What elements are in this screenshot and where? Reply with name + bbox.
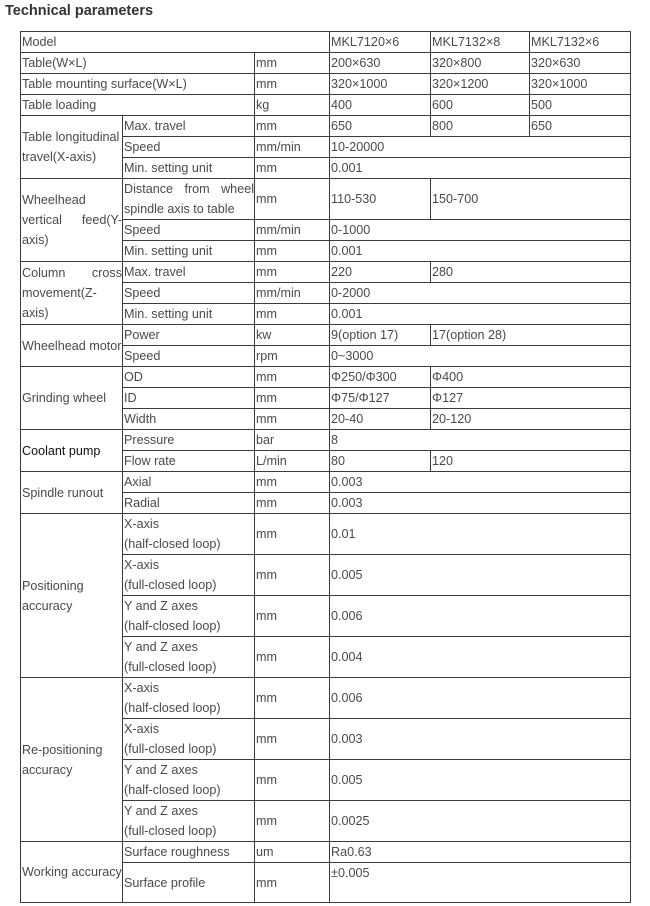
param-label: Min. setting unit (123, 241, 255, 262)
header-model: Model (21, 32, 330, 53)
value-cell: 320×1000 (330, 74, 431, 95)
value-cell: ±0.005 (330, 863, 631, 903)
unit-cell: mm (255, 179, 330, 220)
table-row (21, 325, 631, 346)
value-cell: 0.001 (330, 158, 631, 179)
group-label-repositioning-accuracy: Re-positioning accuracy (21, 678, 123, 842)
value-cell: Φ75/Φ127 (330, 388, 431, 409)
unit-cell: bar (255, 430, 330, 451)
row-label: Table(W×L) (21, 53, 255, 74)
unit-cell: mm (255, 863, 330, 903)
table-row (21, 842, 631, 863)
unit-cell: mm (255, 678, 330, 719)
value-cell: 500 (530, 95, 631, 116)
group-label-spindle-runout: Spindle runout (21, 472, 123, 514)
param-label-line1: X-axis (124, 558, 159, 572)
value-cell: 20-120 (431, 409, 631, 430)
param-label (123, 678, 255, 719)
value-cell: 600 (431, 95, 530, 116)
value-cell: 650 (530, 116, 631, 137)
unit-cell: mm (255, 596, 330, 637)
value-cell: 0.005 (330, 555, 631, 596)
table-row (21, 472, 631, 493)
param-label-line2: (half-closed loop) (124, 701, 221, 715)
group-label-z-axis: Column cross movement(Z-axis) (21, 262, 123, 325)
unit-cell: mm (255, 74, 330, 95)
param-label (123, 596, 255, 637)
table-row (21, 95, 631, 116)
value-cell: 20-40 (330, 409, 431, 430)
param-label (123, 637, 255, 678)
param-label: Min. setting unit (123, 304, 255, 325)
value-cell: Ra0.63 (330, 842, 631, 863)
param-label-line2: (full-closed loop) (124, 660, 217, 674)
table-row (21, 367, 631, 388)
param-label-line1: X-axis (124, 722, 159, 736)
value-cell: 0.006 (330, 596, 631, 637)
param-label: Flow rate (123, 451, 255, 472)
param-label: OD (123, 367, 255, 388)
unit-cell: mm (255, 637, 330, 678)
value-cell: 320×800 (431, 53, 530, 74)
group-label-working-accuracy: Working accuracy (21, 842, 123, 903)
value-cell: 280 (431, 262, 631, 283)
page-title: Technical parameters (5, 3, 154, 19)
param-label: Min. setting unit (123, 158, 255, 179)
param-label: Speed (123, 283, 255, 304)
unit-cell: mm (255, 262, 330, 283)
value-cell: 320×630 (530, 53, 631, 74)
value-cell: 110-530 (330, 179, 431, 220)
param-label: Max. travel (123, 262, 255, 283)
unit-cell: mm (255, 367, 330, 388)
unit-cell: mm/min (255, 283, 330, 304)
value-cell: 17(option 28) (431, 325, 631, 346)
group-label-positioning-accuracy: Positioning accuracy (21, 514, 123, 678)
value-cell: Φ250/Φ300 (330, 367, 431, 388)
unit-cell: mm (255, 409, 330, 430)
value-cell: Φ127 (431, 388, 631, 409)
value-cell: 0.01 (330, 514, 631, 555)
unit-cell: mm (255, 53, 330, 74)
value-cell: Φ400 (431, 367, 631, 388)
value-cell: 0.003 (330, 719, 631, 760)
param-label (123, 555, 255, 596)
row-label: Table loading (21, 95, 255, 116)
value-cell: 0.003 (330, 493, 631, 514)
unit-cell: mm/min (255, 137, 330, 158)
param-label-line2: (full-closed loop) (124, 824, 217, 838)
value-cell: 8 (330, 430, 631, 451)
param-label-line2: (full-closed loop) (124, 578, 217, 592)
value-cell: 10-20000 (330, 137, 631, 158)
table-row (21, 116, 631, 137)
value-cell: 9(option 17) (330, 325, 431, 346)
param-label: Speed (123, 220, 255, 241)
unit-cell: mm (255, 555, 330, 596)
value-cell: 0.006 (330, 678, 631, 719)
param-label: Power (123, 325, 255, 346)
header-model-2: MKL7132×8 (431, 32, 530, 53)
param-label: Radial (123, 493, 255, 514)
unit-cell: mm (255, 801, 330, 842)
unit-cell: mm/min (255, 220, 330, 241)
header-model-1: MKL7120×6 (330, 32, 431, 53)
param-label: Speed (123, 137, 255, 158)
param-label-line1: Y and Z axes (124, 804, 198, 818)
table-row (21, 262, 631, 283)
technical-parameters-table (20, 31, 631, 903)
value-cell: 80 (330, 451, 431, 472)
value-cell: 320×1200 (431, 74, 530, 95)
param-label (123, 801, 255, 842)
table-row (21, 179, 631, 220)
value-cell: 650 (330, 116, 431, 137)
value-cell: 150-700 (431, 179, 631, 220)
unit-cell: rpm (255, 346, 330, 367)
param-label: Distance from wheel spindle axis to table (123, 179, 255, 220)
param-label: Pressure (123, 430, 255, 451)
param-label-line2: (half-closed loop) (124, 783, 221, 797)
param-label-line2: (half-closed loop) (124, 619, 221, 633)
unit-cell: mm (255, 719, 330, 760)
value-cell: 0.0025 (330, 801, 631, 842)
value-cell: 120 (431, 451, 631, 472)
param-label (123, 514, 255, 555)
group-label-wheelhead-motor: Wheelhead motor (21, 325, 123, 367)
unit-cell: um (255, 842, 330, 863)
unit-cell: kw (255, 325, 330, 346)
unit-cell: mm (255, 158, 330, 179)
group-label-x-axis: Table longitudinal travel(X-axis) (21, 116, 123, 179)
unit-cell: mm (255, 304, 330, 325)
value-cell: 0-2000 (330, 283, 631, 304)
param-label-line1: Y and Z axes (124, 599, 198, 613)
unit-cell: mm (255, 116, 330, 137)
param-label-line2: (full-closed loop) (124, 742, 217, 756)
value-cell: 0.005 (330, 760, 631, 801)
unit-cell: mm (255, 241, 330, 262)
param-label: ID (123, 388, 255, 409)
table-row (21, 678, 631, 719)
value-cell: 0.001 (330, 304, 631, 325)
param-label: Surface roughness (123, 842, 255, 863)
table-row (21, 74, 631, 95)
param-label-line1: X-axis (124, 517, 159, 531)
value-cell: 0-1000 (330, 220, 631, 241)
param-label: Surface profile (123, 863, 255, 903)
value-cell: 800 (431, 116, 530, 137)
value-cell: 220 (330, 262, 431, 283)
table-row (21, 430, 631, 451)
value-cell: 200×630 (330, 53, 431, 74)
param-label: Speed (123, 346, 255, 367)
param-label-line2: (half-closed loop) (124, 537, 221, 551)
unit-cell: kg (255, 95, 330, 116)
table-row (21, 514, 631, 555)
param-label: Width (123, 409, 255, 430)
param-label-line1: X-axis (124, 681, 159, 695)
value-cell: 0.003 (330, 472, 631, 493)
param-label (123, 760, 255, 801)
value-cell: 0~3000 (330, 346, 631, 367)
group-label-y-axis: Wheelhead vertical feed(Y-axis) (21, 179, 123, 262)
row-label: Table mounting surface(W×L) (21, 74, 255, 95)
table-header-row (21, 32, 631, 53)
unit-cell: mm (255, 388, 330, 409)
value-cell: 400 (330, 95, 431, 116)
param-label-line1: Y and Z axes (124, 640, 198, 654)
param-label-line1: Y and Z axes (124, 763, 198, 777)
group-label-grinding-wheel: Grinding wheel (21, 367, 123, 430)
param-label: Axial (123, 472, 255, 493)
unit-cell: mm (255, 493, 330, 514)
table-row (21, 53, 631, 74)
value-cell: 0.001 (330, 241, 631, 262)
unit-cell: mm (255, 760, 330, 801)
param-label: Max. travel (123, 116, 255, 137)
unit-cell: mm (255, 472, 330, 493)
value-cell: 0.004 (330, 637, 631, 678)
unit-cell: mm (255, 514, 330, 555)
header-model-3: MKL7132×6 (530, 32, 631, 53)
unit-cell: L/min (255, 451, 330, 472)
param-label (123, 719, 255, 760)
group-label-coolant-pump: Coolant pump (21, 430, 123, 472)
value-cell: 320×1000 (530, 74, 631, 95)
